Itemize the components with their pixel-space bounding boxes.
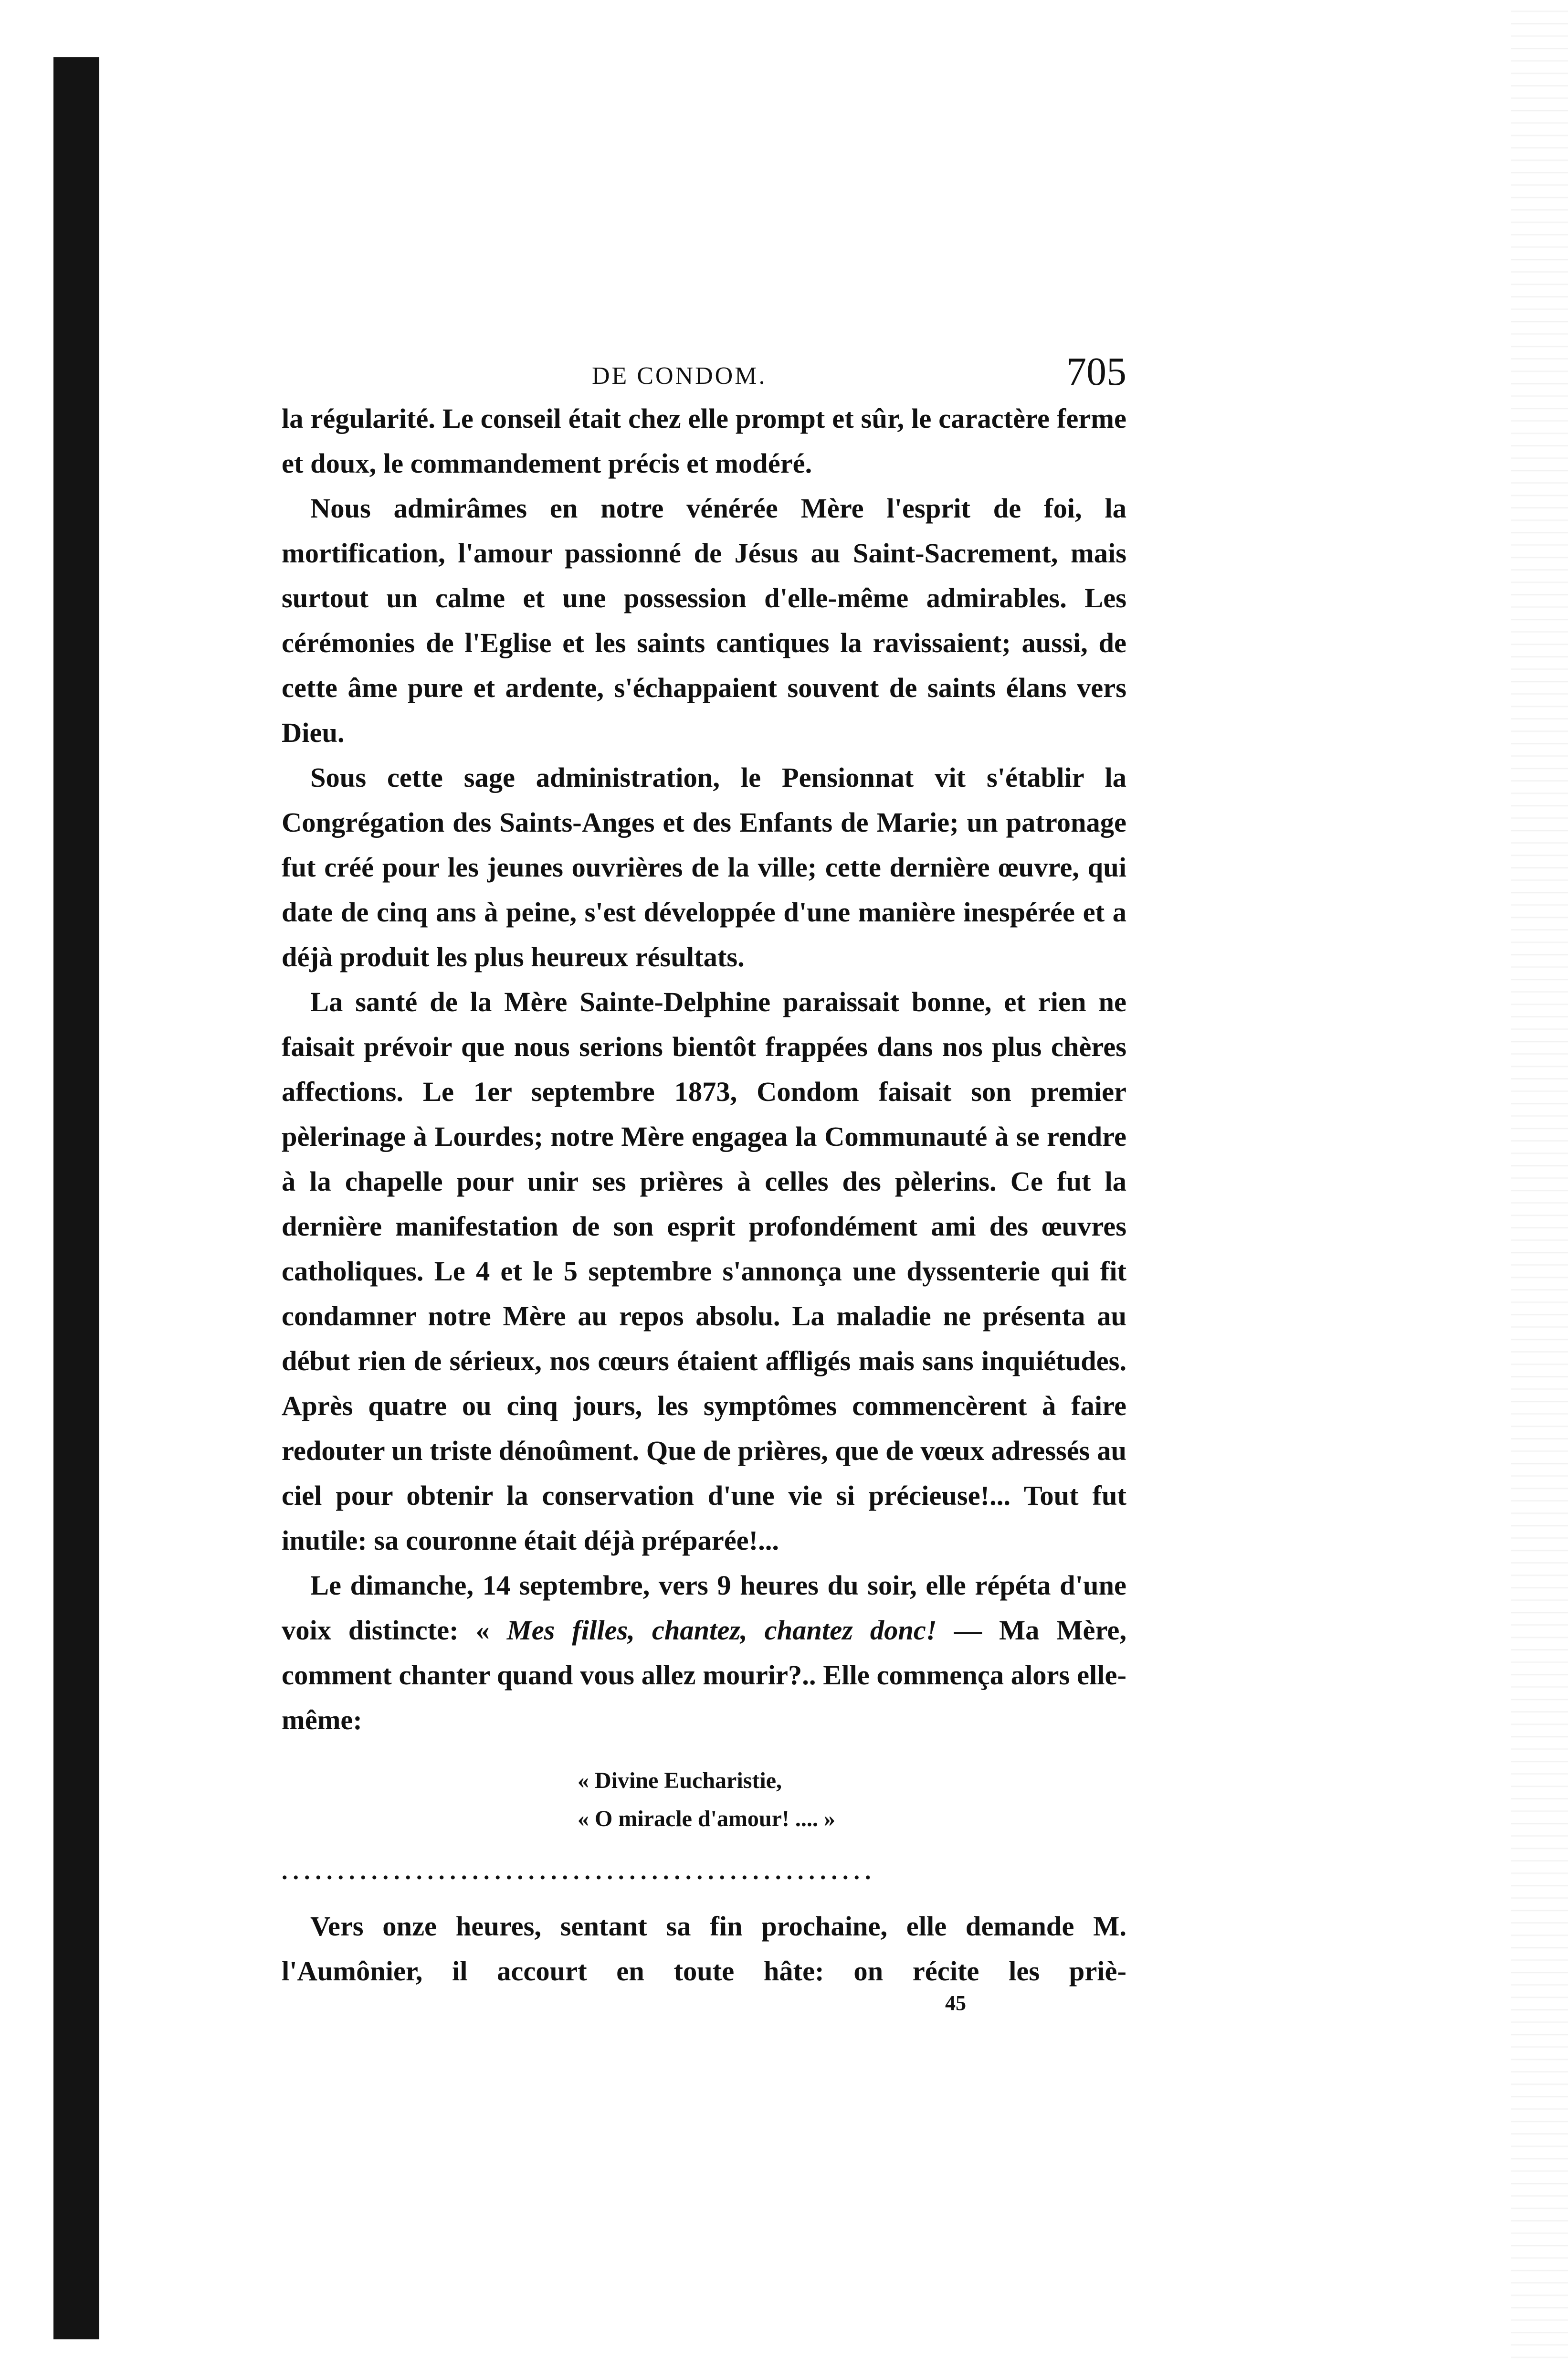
- paragraph-dimanche: [282, 1563, 1126, 1743]
- paragraph-administration: Sous cette sage administration, le Pensionnat vit s'établir la Congrégation des Saints-Anges et des Enfants de Marie; un patronage fut créé pour les jeunes ouvrières de la ville; cette dernière œuvre, qui date de cinq ans à peine, s'est développée d'une manière inespérée et a déjà produit les plus heureux résultats.: [282, 762, 1126, 973]
- running-title: DE CONDOM.: [592, 362, 767, 390]
- page-number: 705: [1066, 349, 1126, 394]
- dimanche-text-before: Le dimanche, 14 septembre, vers 9 heures du soir, elle répéta d'une voix distincte: «: [282, 1570, 1126, 1646]
- signature-mark: 45: [945, 1991, 966, 2015]
- paragraph-continuation: la régularité. Le conseil était chez elle prompt et sûr, le caractère ferme et doux, le commandement précis et modéré.: [282, 403, 1126, 479]
- closing-text: [282, 1904, 1126, 1994]
- verse-line: « Divine Eucharistie,: [578, 1768, 782, 1793]
- page-edge-shadow: [1511, 0, 1568, 2368]
- running-head: [282, 349, 1126, 396]
- paragraph-closing: Vers onze heures, sentant sa fin prochaine, elle demande M. l'Aumônier, il accourt en toute hâte: on récite les priè-: [282, 1911, 1126, 1987]
- dimanche-quote: Mes filles, chantez, chantez donc!: [506, 1615, 937, 1646]
- verse-quote: [578, 1762, 1126, 1838]
- verse-line: « O miracle d'amour! .... »: [578, 1806, 835, 1831]
- paragraph-illness: La santé de la Mère Sainte-Delphine paraissait bonne, et rien ne faisait prévoir que nous serions bientôt frappées dans nos plus chères affections. Le 1er septembre 1873, Condom faisait son premier pèlerinage à Lourdes; notre Mère engagea la Communauté à se rendre à la chapelle pour unir ses prières à celles des pèlerins. Ce fut la dernière manifestation de son esprit profondément ami des œuvres catholiques. Le 4 et le 5 septembre s'annonça une dyssenterie qui fit condamner notre Mère au repos absolu. La maladie ne présenta au début rien de sérieux, nos cœurs étaient affligés mais sans inquiétudes. Après quatre ou cinq jours, les symptômes commencèrent à faire redouter un triste dénoûment. Que de prières, que de vœux adressés au ciel pour obtenir la conservation d'une vie si précieuse!... Tout fut inutile: sa couronne était déjà préparée!...: [282, 986, 1126, 1556]
- paragraph-mortification: Nous admirâmes en notre vénérée Mère l'esprit de foi, la mortification, l'amour passionné de Jésus au Saint-Sacrement, mais surtout un calme et une possession d'elle-même admirables. Les cérémonies de l'Eglise et les saints cantiques la ravissaient; aussi, de cette âme pure et ardente, s'échappaient souvent de saints élans vers Dieu.: [282, 493, 1126, 748]
- book-page: [282, 349, 1126, 1994]
- dotted-separator: .....................................................: [282, 1858, 876, 1884]
- dimanche-text-after: — Ma Mère, comment chanter quand vous allez mourir?.. Elle commença alors elle-même:: [282, 1615, 1126, 1735]
- body-text: [282, 396, 1126, 1743]
- binding-edge: [53, 57, 99, 2339]
